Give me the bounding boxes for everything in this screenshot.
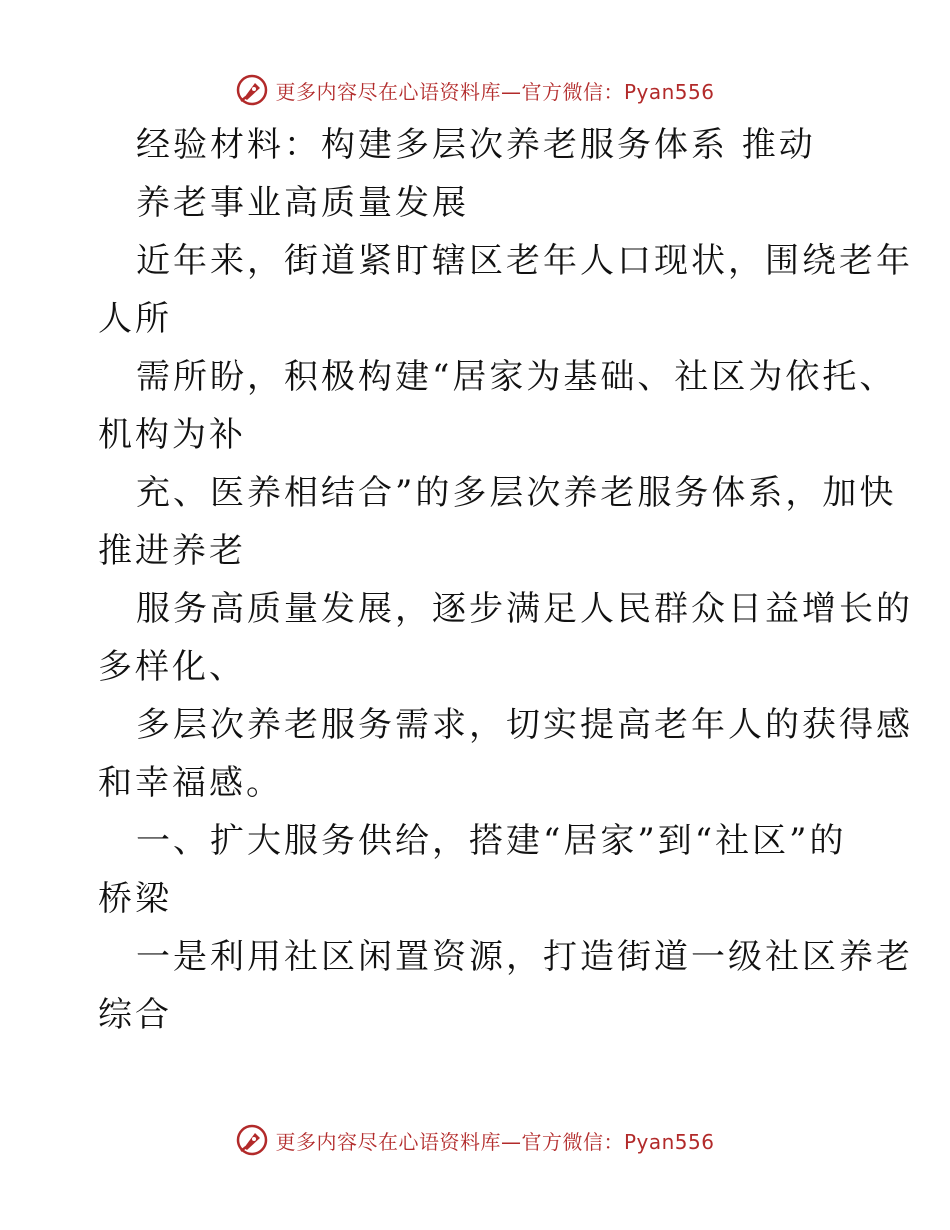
watermark-text: 更多内容尽在心语资料库—官方微信：Pyan556 bbox=[275, 1129, 715, 1154]
text-line: 多层次养老服务需求，切实提高老年人的获得感 bbox=[136, 705, 913, 745]
text-line: 充、医养相结合”的多层次养老服务体系，加快 bbox=[136, 473, 897, 513]
document-body bbox=[98, 116, 913, 1044]
text-line: 服务高质量发展，逐步满足人民群众日益增长的 bbox=[136, 589, 913, 629]
header-watermark bbox=[0, 70, 950, 110]
text-line: 一是利用社区闲置资源，打造街道一级社区养老 bbox=[136, 937, 913, 977]
text-line: 人所 bbox=[98, 299, 172, 339]
pen-nib-logo-icon bbox=[235, 73, 269, 107]
text-line: 桥梁 bbox=[98, 879, 172, 919]
text-line: 经验材料：构建多层次养老服务体系 推动 bbox=[136, 125, 816, 165]
text-line: 需所盼，积极构建“居家为基础、社区为依托、 bbox=[136, 357, 897, 397]
text-line: 一、扩大服务供给，搭建“居家”到“社区”的 bbox=[136, 821, 847, 861]
text-line: 推进养老 bbox=[98, 531, 246, 571]
text-line: 机构为补 bbox=[98, 415, 246, 455]
text-line: 多样化、 bbox=[98, 647, 246, 687]
watermark-text: 更多内容尽在心语资料库—官方微信：Pyan556 bbox=[275, 79, 715, 104]
text-line: 和幸福感。 bbox=[98, 763, 283, 803]
footer-watermark bbox=[0, 1120, 950, 1160]
text-line: 近年来，街道紧盯辖区老年人口现状，围绕老年 bbox=[136, 241, 913, 281]
text-line: 综合 bbox=[98, 995, 172, 1035]
text-line: 养老事业高质量发展 bbox=[136, 183, 469, 223]
pen-nib-logo-icon bbox=[235, 1123, 269, 1157]
